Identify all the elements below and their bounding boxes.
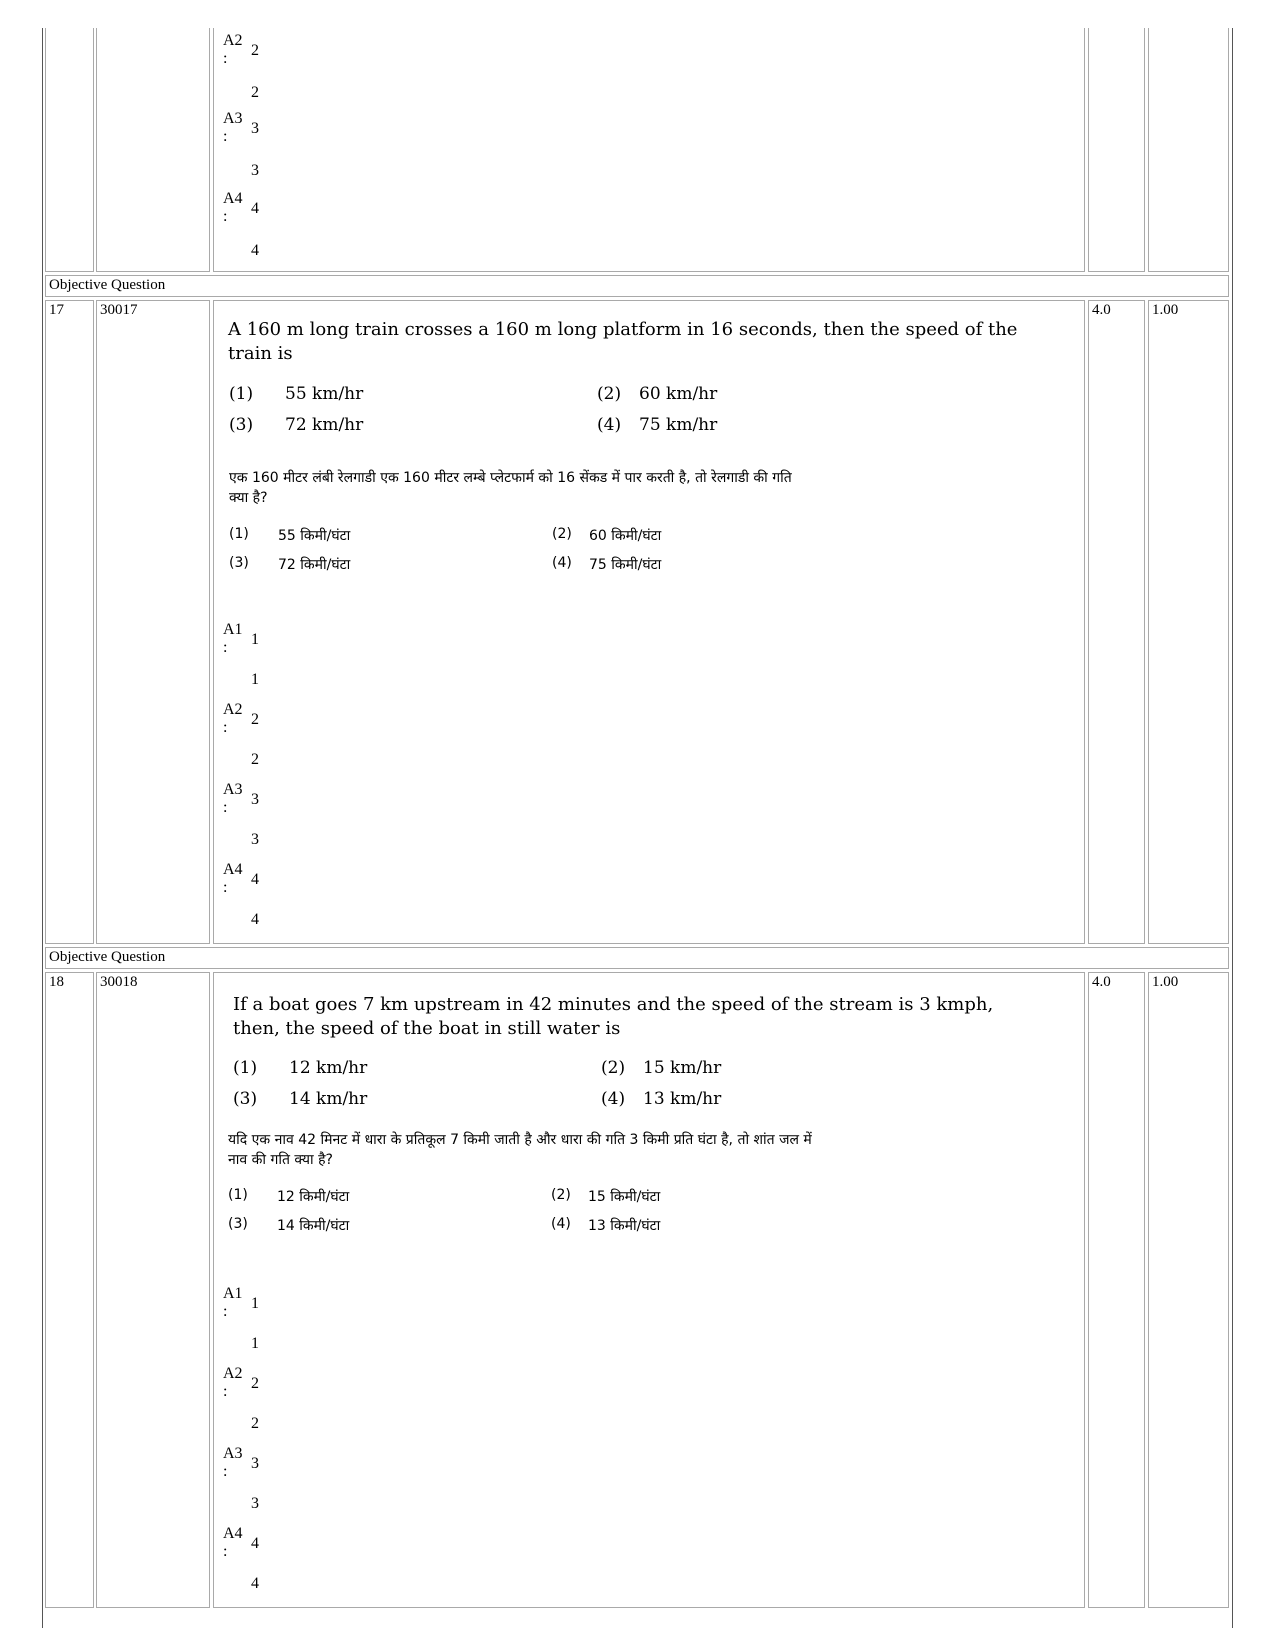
answer-option: A3 : 3 3 <box>223 110 259 179</box>
option-number: (4) <box>597 415 622 435</box>
answer-value: 2 <box>251 1375 259 1392</box>
option-text: 60 km/hr <box>639 384 718 404</box>
question-text-english: A 160 m long train crosses a 160 m long platform in 16 seconds, then the speed of the train is <box>228 319 1018 364</box>
option-text: 60 किमी/घंटा <box>589 528 662 544</box>
option-number: (4) <box>552 555 572 571</box>
option-text: 13 किमी/घंटा <box>588 1218 661 1234</box>
answer-option: A3 : 3 3 <box>223 1445 259 1512</box>
prev-number-cell <box>45 28 94 272</box>
option-number: (2) <box>552 526 572 542</box>
answer-value: 2 <box>251 42 259 59</box>
answer-option: A3 : 3 3 <box>223 781 259 848</box>
answer-text: 2 <box>251 1415 259 1432</box>
option-text: 72 km/hr <box>285 415 364 435</box>
answer-option: A4 : 4 4 <box>223 190 259 259</box>
page-border-right <box>1232 28 1233 1628</box>
section-label: Objective Question <box>49 277 166 293</box>
option-text: 75 किमी/घंटा <box>589 557 662 573</box>
question-number-cell <box>45 972 94 1608</box>
prev-marks-cell <box>1088 28 1145 272</box>
option-number: (1) <box>229 384 254 404</box>
page-border-left <box>42 28 43 1628</box>
question-id-cell <box>96 972 210 1608</box>
answer-value: 1 <box>251 1295 259 1312</box>
question-content-cell <box>213 972 1085 1608</box>
answer-text: 1 <box>251 671 259 688</box>
answer-value: 4 <box>251 200 259 217</box>
marks-cell <box>1088 972 1145 1608</box>
answer-value: 3 <box>251 120 259 137</box>
question-number: 18 <box>49 974 64 990</box>
option-text: 55 km/hr <box>285 384 364 404</box>
question-content-cell <box>213 300 1085 944</box>
option-number: (3) <box>229 555 249 571</box>
answer-value: 4 <box>251 1535 259 1552</box>
answer-label: A2 <box>223 32 243 49</box>
answer-text: 1 <box>251 1335 259 1352</box>
negative-marks-value: 1.00 <box>1152 302 1179 318</box>
prev-id-cell <box>96 28 210 272</box>
prev-content-cell <box>213 28 1085 272</box>
option-number: (2) <box>601 1058 626 1078</box>
section-header <box>45 947 1229 969</box>
answer-option: A4 : 4 4 <box>223 861 259 928</box>
option-number: (4) <box>551 1216 571 1232</box>
answer-text: 3 <box>251 1495 259 1512</box>
answer-label: A2 <box>223 701 243 718</box>
option-text: 15 किमी/घंटा <box>588 1189 661 1205</box>
option-number: (1) <box>233 1058 258 1078</box>
option-number: (3) <box>233 1089 258 1109</box>
answer-value: 4 <box>251 871 259 888</box>
option-text: 12 किमी/घंटा <box>277 1189 350 1205</box>
prev-negative-cell <box>1148 28 1229 272</box>
option-number: (1) <box>229 526 249 542</box>
negative-marks-cell <box>1148 972 1229 1608</box>
answer-text: 2 <box>251 751 259 768</box>
negative-marks-cell <box>1148 300 1229 944</box>
answer-text: 4 <box>251 1575 259 1592</box>
answer-label: A1 <box>223 1285 243 1302</box>
answer-label: A4 <box>223 1525 243 1542</box>
option-number: (3) <box>228 1216 248 1232</box>
answer-label: A1 <box>223 621 243 638</box>
option-text: 12 km/hr <box>289 1058 368 1078</box>
answer-label: A4 <box>223 190 243 207</box>
answer-value: 1 <box>251 631 259 648</box>
negative-marks-value: 1.00 <box>1152 974 1179 990</box>
option-text: 15 km/hr <box>643 1058 722 1078</box>
option-number: (2) <box>551 1187 571 1203</box>
section-header <box>45 275 1229 297</box>
answer-text: 3 <box>251 831 259 848</box>
answer-label: A2 <box>223 1365 243 1382</box>
option-number: (2) <box>597 384 622 404</box>
answer-text: 4 <box>251 911 259 928</box>
answer-option: A2 : 2 2 <box>223 32 259 101</box>
question-id: 30018 <box>100 974 138 990</box>
question-id-cell <box>96 300 210 944</box>
answer-label: A3 <box>223 1445 243 1462</box>
section-label: Objective Question <box>49 949 166 965</box>
answer-option: A1 : 1 1 <box>223 621 259 688</box>
answer-text: 3 <box>251 162 259 179</box>
question-id: 30017 <box>100 302 138 318</box>
option-text: 75 km/hr <box>639 415 718 435</box>
marks-value: 4.0 <box>1092 302 1111 318</box>
answer-option: A2 : 2 2 <box>223 701 259 768</box>
answer-text: 4 <box>251 242 259 259</box>
answer-text: 2 <box>251 84 259 101</box>
answer-label: A3 <box>223 110 243 127</box>
option-text: 14 km/hr <box>289 1089 368 1109</box>
answer-label: A3 <box>223 781 243 798</box>
option-number: (4) <box>601 1089 626 1109</box>
answer-option: A4 : 4 4 <box>223 1525 259 1592</box>
answer-value: 3 <box>251 791 259 808</box>
question-number-cell <box>45 300 94 944</box>
option-text: 72 किमी/घंटा <box>278 557 351 573</box>
option-number: (1) <box>228 1187 248 1203</box>
answer-value: 3 <box>251 1455 259 1472</box>
answer-label: A4 <box>223 861 243 878</box>
option-text: 14 किमी/घंटा <box>277 1218 350 1234</box>
answer-option: A1 : 1 1 <box>223 1285 259 1352</box>
answer-option: A2 : 2 2 <box>223 1365 259 1432</box>
marks-cell <box>1088 300 1145 944</box>
question-text-hindi: यदि एक नाव 42 मिनट में धारा के प्रतिकूल 7 किमी जाती है और धारा की गति 3 किमी प्रति घंटा है, तो शांत जल में नाव की गति क्या है? <box>228 1132 812 1168</box>
question-text-english: If a boat goes 7 km upstream in 42 minutes and the speed of the stream is 3 kmph, then, the speed of the boat in still water is <box>233 994 994 1039</box>
marks-value: 4.0 <box>1092 974 1111 990</box>
answer-value: 2 <box>251 711 259 728</box>
question-number: 17 <box>49 302 64 318</box>
question-text-hindi: एक 160 मीटर लंबी रेलगाडी एक 160 मीटर लम्बे प्लेटफार्म को 16 सेंकड में पार करती है, तो रेलगाडी की गति क्या है? <box>229 470 792 506</box>
option-text: 55 किमी/घंटा <box>278 528 351 544</box>
option-text: 13 km/hr <box>643 1089 722 1109</box>
option-number: (3) <box>229 415 254 435</box>
